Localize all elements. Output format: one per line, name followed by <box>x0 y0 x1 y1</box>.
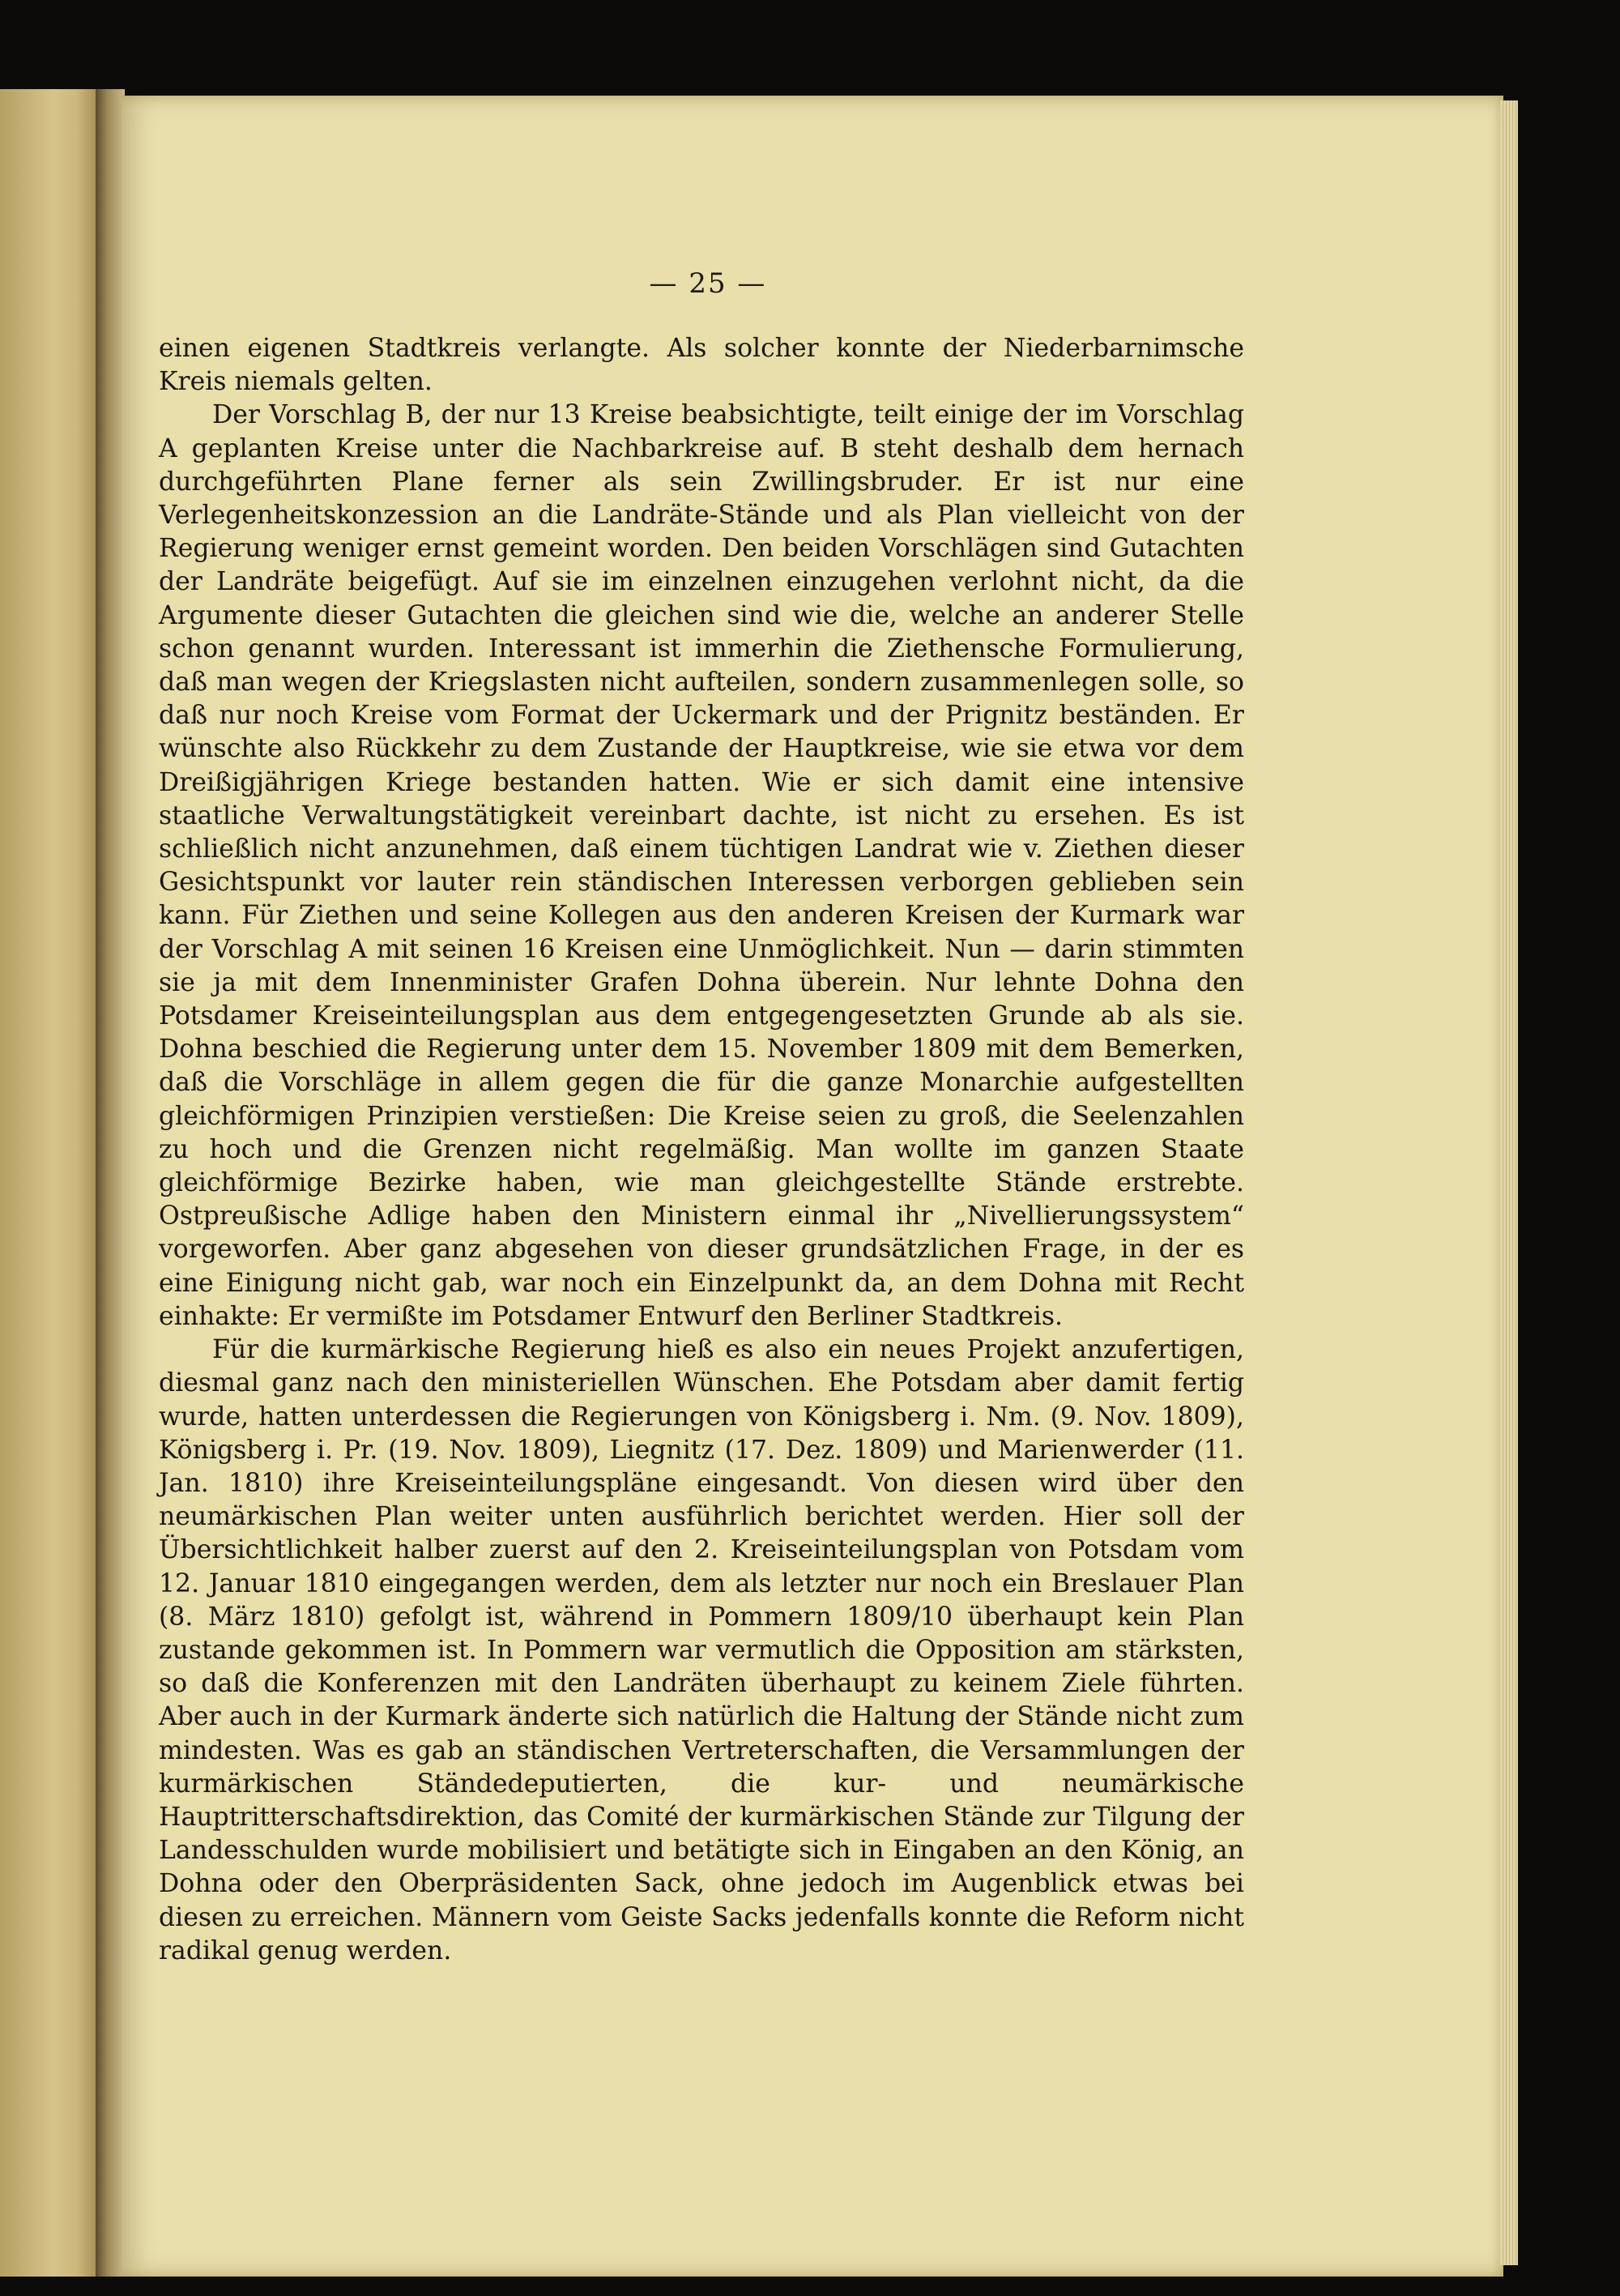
paragraph-2: Der Vorschlag B, der nur 13 Kreise beabsichtigte, teilt einige der im Vorschlag A geplanten Kreise unter die Nachbarkreise auf. B steht deshalb dem hernach durchgeführten Plane ferner als sein Zwillingsbruder. Er ist nur eine Verlegenheitskonzession an die Landräte-Stände und als Plan vielleicht von der Regierung weniger ernst gemeint worden. Den beiden Vorschlägen sind Gutachten der Landräte beigefügt. Auf sie im einzelnen einzugehen verlohnt nicht, da die Argumente dieser Gutachten die gleichen sind wie die, welche an anderer Stelle schon genannt wurden. Interessant ist immerhin die Ziethensche Formulierung, daß man wegen der Kriegslasten nicht aufteilen, sondern zusammenlegen solle, so daß nur noch Kreise vom Format der Uckermark und der Prignitz beständen. Er wünschte also Rückkehr zu dem Zustande der Hauptkreise, wie sie etwa vor dem Dreißigjährigen Kriege bestanden hatten. Wie er sich damit eine intensive staatliche Verwaltungstätigkeit vereinbart dachte, ist nicht zu ersehen. Es ist schließlich nicht anzunehmen, daß einem tüchtigen Landrat wie v. Ziethen dieser Gesichtspunkt vor lauter rein ständischen Interessen verborgen geblieben sein kann. Für Ziethen und seine Kollegen aus den anderen Kreisen der Kurmark war der Vorschlag A mit seinen 16 Kreisen eine Unmöglichkeit. Nun — darin stimmten sie ja mit dem Innenminister Grafen Dohna überein. Nur lehnte Dohna den Potsdamer Kreiseinteilungsplan aus dem entgegengesetzten Grunde ab als sie. Dohna beschied die Regierung unter dem 15. November 1809 mit dem Bemerken, daß die Vorschläge in allem gegen die für die ganze Monarchie aufgestellten gleichförmigen Prinzipien verstießen: Die Kreise seien zu groß, die Seelenzahlen zu hoch und die Grenzen nicht regelmäßig. Man wollte im ganzen Staate gleichförmige Bezirke haben, wie man gleichgestellte Stände erstrebte. Ostpreußische Adlige haben den Ministern einmal ihr „Nivellierungssystem“ vorgeworfen. Aber ganz abgesehen von dieser grundsätzlichen Frage, in der es eine Einigung nicht gab, war noch ein Einzelpunkt da, an dem Dohna mit Recht einhakte: Er vermißte im Potsdamer Entwurf den Berliner Stadtkreis. <box>159 400 1244 1331</box>
body-text <box>159 332 1244 1968</box>
page-number: — 25 — <box>649 267 767 300</box>
paragraph-1: einen eigenen Stadtkreis verlangte. Als solcher konnte der Niederbarnimsche Kreis niemals gelten. <box>159 334 1244 397</box>
page-stack-edge <box>1500 100 1518 2265</box>
book-gutter <box>96 89 125 2277</box>
paragraph-3: Für die kurmärkische Regierung hieß es also ein neues Projekt anzufertigen, diesmal ganz nach den ministeriellen Wünschen. Ehe Potsdam aber damit fertig wurde, hatten unterdessen die Regierungen von Königsberg i. Nm. (9. Nov. 1809), Königsberg i. Pr. (19. Nov. 1809), Liegnitz (17. Dez. 1809) und Marienwerder (11. Jan. 1810) ihre Kreiseinteilungspläne eingesandt. Von diesen wird über den neumärkischen Plan weiter unten ausführlich berichtet werden. Hier soll der Übersichtlichkeit halber zuerst auf den 2. Kreiseinteilungsplan von Potsdam vom 12. Januar 1810 eingegangen werden, dem als letzter nur noch ein Breslauer Plan (8. März 1810) gefolgt ist, während in Pommern 1809/10 überhaupt kein Plan zustande gekommen ist. In Pommern war vermutlich die Opposition am stärksten, so daß die Konferenzen mit den Landräten überhaupt zu keinem Ziele führten. Aber auch in der Kurmark änderte sich natürlich die Haltung der Stände nicht zum mindesten. Was es gab an ständischen Vertreterschaften, die Versammlungen der kurmärkischen Ständedeputierten, die kur- und neumärkische Hauptritterschaftsdirektion, das Comité der kurmärkischen Stände zur Tilgung der Landesschulden wurde mobilisiert und betätigte sich in Eingaben an den König, an Dohna oder den Oberpräsidenten Sack, ohne jedoch im Augenblick etwas bei diesen zu erreichen. Männern vom Geiste Sacks jedenfalls konnte die Reform nicht radikal genug werden. <box>159 1335 1244 1965</box>
facing-page-edge <box>0 89 96 2277</box>
